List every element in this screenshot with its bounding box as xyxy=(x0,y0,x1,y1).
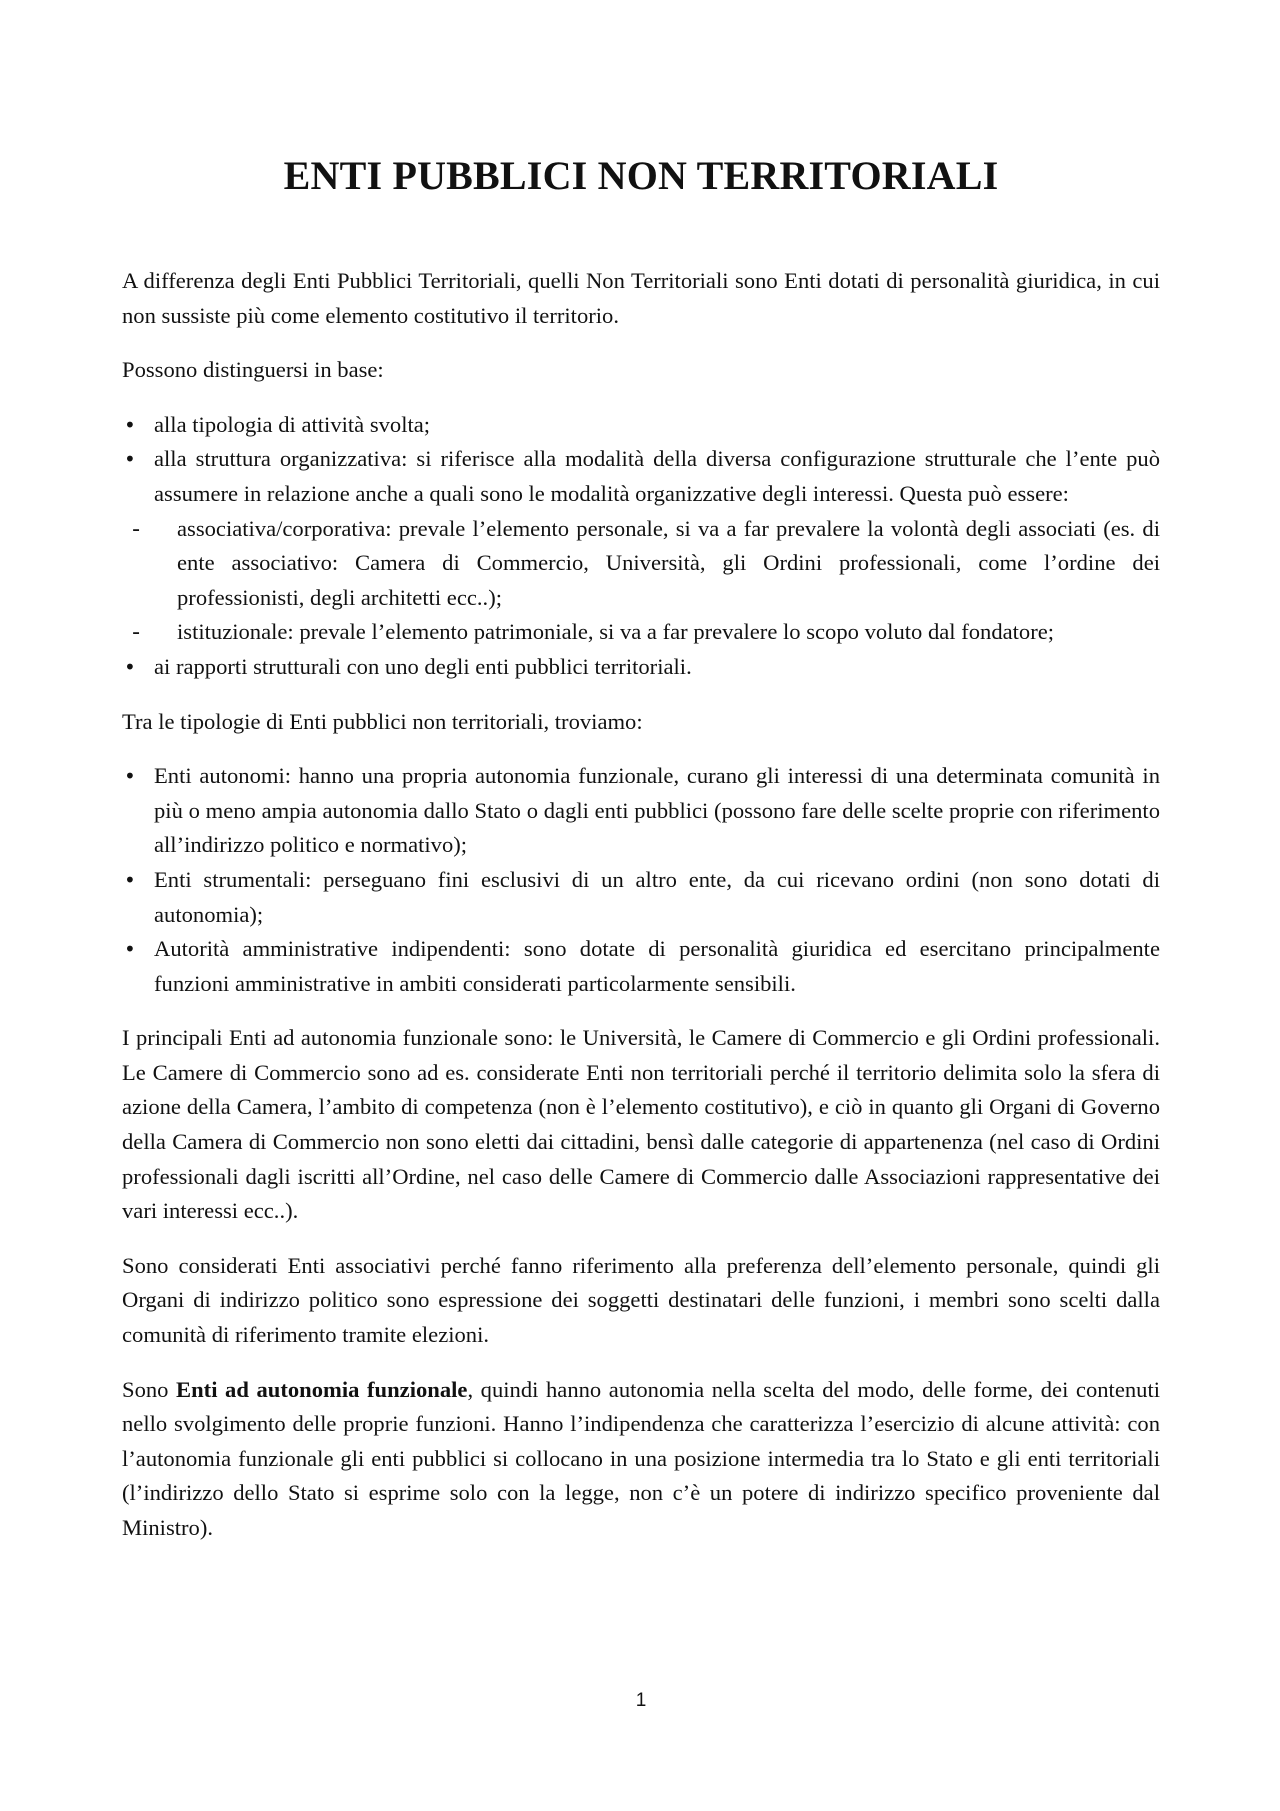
list-item xyxy=(122,650,1160,685)
dash-icon: - xyxy=(132,619,141,646)
page-title: ENTI PUBBLICI NON TERRITORIALI xyxy=(283,153,999,198)
sub-list-item-text: associativa/corporativa: prevale l’elemento personale, si va a far prevalere la volontà degli associati (es. di ente associativo: Camera di Commercio, Università, gli Ordini professionali, come l’ordine dei professionisti, degli architetti ecc..); xyxy=(177,515,1160,610)
sub-list-item-text: istituzionale: prevale l’elemento patrimoniale, si va a far prevalere lo scopo voluto dal fondatore; xyxy=(177,619,1055,645)
bullet-icon: • xyxy=(124,654,136,679)
distinction-intro: Possono distinguersi in base: xyxy=(122,357,384,383)
sub-list-item xyxy=(130,512,1160,616)
bullet-icon: • xyxy=(124,764,136,789)
sub-list xyxy=(130,512,1160,650)
list-item xyxy=(122,863,1160,932)
distinction-list xyxy=(122,408,1160,685)
list-item xyxy=(122,759,1160,863)
bullet-icon: • xyxy=(124,937,136,962)
functional-prefix: Sono xyxy=(122,1376,177,1402)
list-item xyxy=(122,408,1160,443)
intro-paragraph: A differenza degli Enti Pubblici Territoriali, quelli Non Territoriali sono Enti dotati di personalità giuridica, in cui non sussiste più come elemento costitutivo il territorio. xyxy=(122,268,1160,328)
types-intro: Tra le tipologie di Enti pubblici non territoriali, troviamo: xyxy=(122,708,643,734)
list-item-text: alla struttura organizzativa: si riferisce alla modalità della diversa configurazione strutturale che l’ente può assumere in relazione anche a quali sono le modalità organizzative degli interessi. Questa può essere: xyxy=(154,446,1160,506)
page-number: 1 xyxy=(635,1690,647,1711)
sub-list-item xyxy=(130,615,1160,650)
bullet-icon: • xyxy=(124,867,136,892)
dash-icon: - xyxy=(132,515,141,542)
functional-bold-term: Enti ad autonomia funzionale xyxy=(176,1376,468,1402)
principal-entities-paragraph: I principali Enti ad autonomia funzionale sono: le Università, le Camere di Commercio e gli Ordini professionali. Le Camere di Commercio sono ad es. considerate Enti non territoriali perché il territorio delimita solo la sfera di azione della Camera, l’ambito di competenza (non è l’elemento costitutivo), e ciò in quanto gli Organi di Governo della Camera di Commercio non sono eletti dai cittadini, bensì dalle categorie di appartenenza (nel caso di Ordini professionali dagli iscritti all’Ordine, nel caso delle Camere di Commercio dalle Associazioni rappresentative dei vari interessi ecc..). xyxy=(122,1025,1160,1224)
list-item-text: Enti strumentali: perseguano fini esclusivi di un altro ente, da cui ricevano ordini (non sono dotati di autonomia); xyxy=(154,866,1160,927)
list-item-text: alla tipologia di attività svolta; xyxy=(154,411,431,437)
bullet-icon: • xyxy=(124,412,136,437)
functional-suffix: , quindi hanno autonomia nella scelta del modo, delle forme, dei contenuti nello svolgimento delle proprie funzioni. Hanno l’indipendenza che caratterizza l’esercizio di alcune attività: con l’autonomia funzionale gli enti pubblici si collocano in una posizione intermedia tra lo Stato e gli enti territoriali (l’indirizzo dello Stato si esprime solo con la legge, non c’è un potere di indirizzo specifico proveniente dal Ministro). xyxy=(122,1376,1160,1540)
bullet-icon: • xyxy=(124,447,136,472)
list-item-text: Autorità amministrative indipendenti: sono dotate di personalità giuridica ed esercitano principalmente funzioni amministrative in ambiti considerati particolarmente sensibili. xyxy=(154,936,1160,996)
types-list xyxy=(122,759,1160,1001)
list-item-text: Enti autonomi: hanno una propria autonomia funzionale, curano gli interessi di una determinata comunità in più o meno ampia autonomia dallo Stato o dagli enti pubblici (possono fare delle scelte proprie con riferimento all’indirizzo politico e normativo); xyxy=(154,763,1160,858)
list-item xyxy=(122,932,1160,1001)
functional-autonomy-paragraph xyxy=(122,1373,1160,1546)
associative-entities-paragraph: Sono considerati Enti associativi perché fanno riferimento alla preferenza dell’elemento personale, quindi gli Organi di indirizzo politico sono espressione dei soggetti destinatari delle funzioni, i membri sono scelti dalla comunità di riferimento tramite elezioni. xyxy=(122,1252,1160,1348)
list-item xyxy=(122,442,1160,650)
list-item-text: ai rapporti strutturali con uno degli enti pubblici territoriali. xyxy=(154,653,692,679)
document-body xyxy=(122,264,1160,1566)
